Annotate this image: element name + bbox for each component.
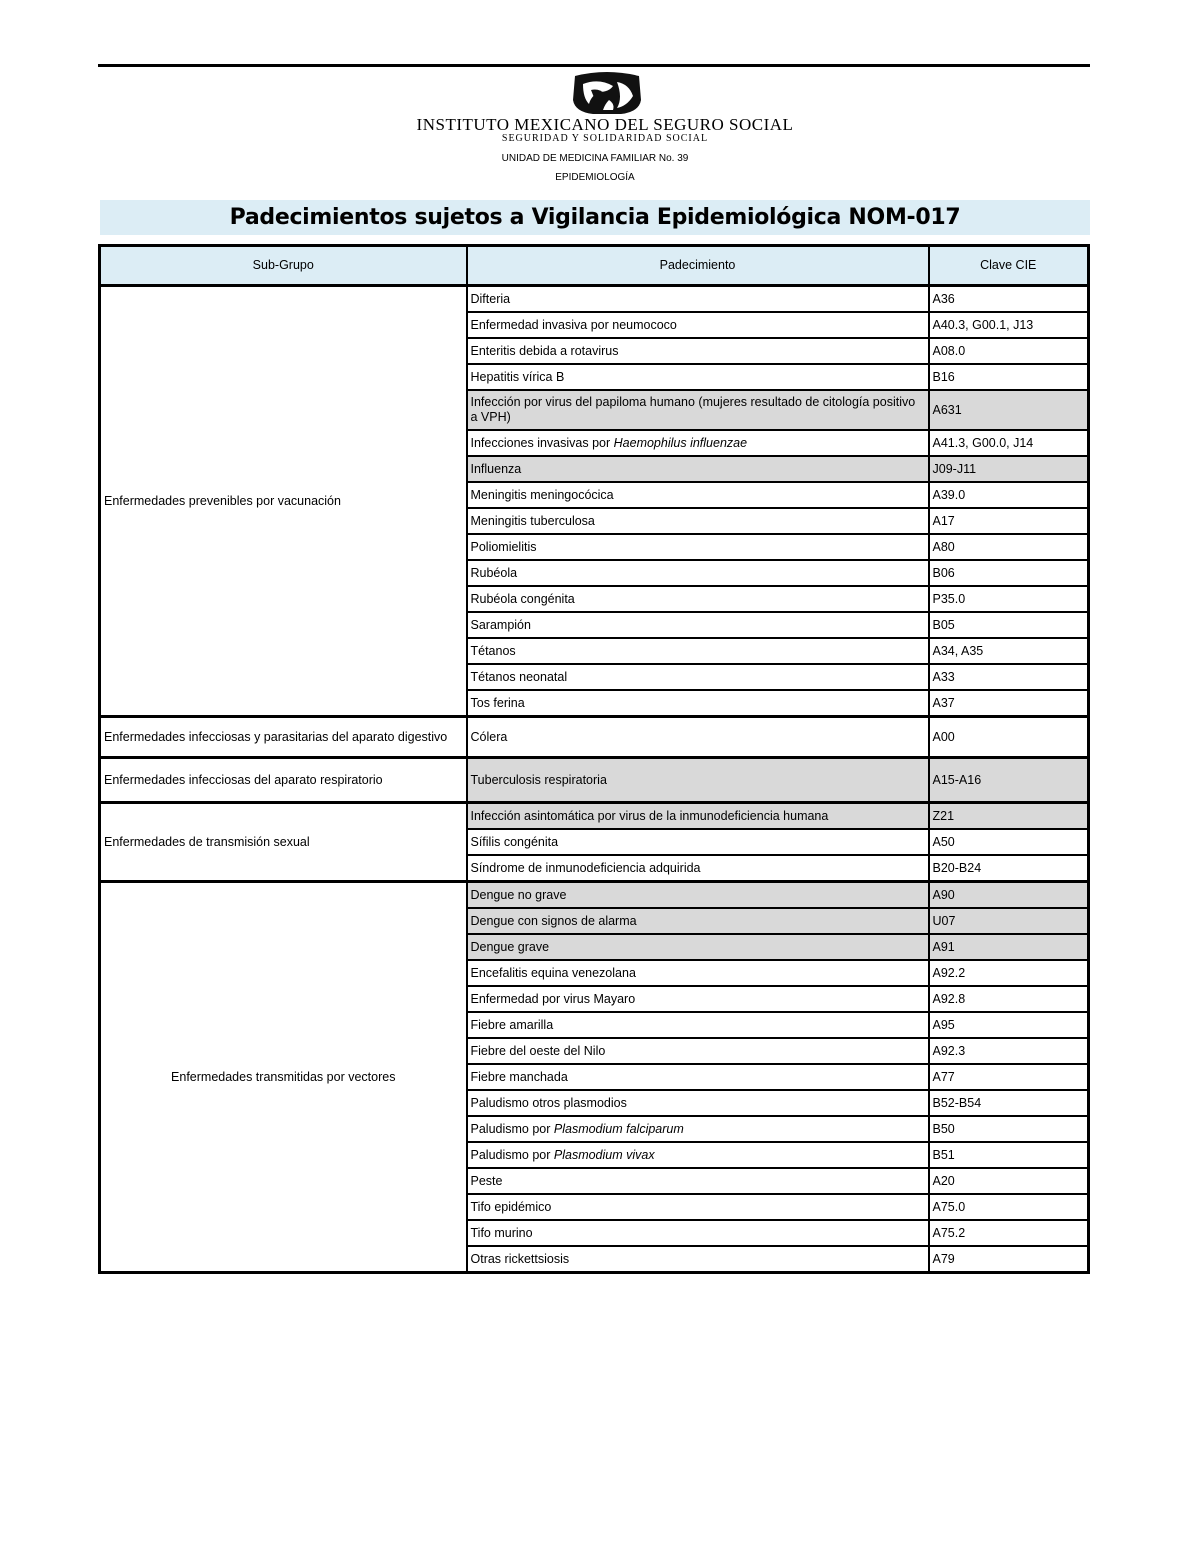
title-band [100, 200, 1090, 235]
disease-cell: Hepatitis vírica B [467, 364, 929, 390]
cie-code-cell: B05 [929, 612, 1089, 638]
cie-code-cell: A92.3 [929, 1038, 1089, 1064]
disease-cell: Tétanos [467, 638, 929, 664]
disease-cell [467, 1142, 929, 1168]
disease-cell: Rubéola congénita [467, 586, 929, 612]
cie-code-cell: Z21 [929, 803, 1089, 830]
disease-cell: Infección por virus del papiloma humano (mujeres resultado de citología positivo a VPH) [467, 390, 929, 430]
cie-code-cell: A08.0 [929, 338, 1089, 364]
disease-cell: Dengue grave [467, 934, 929, 960]
subgroup-cell: Enfermedades transmitidas por vectores [100, 882, 467, 1273]
disease-cell: Tuberculosis respiratoria [467, 758, 929, 803]
disease-text: Infecciones invasivas por [470, 435, 614, 450]
disease-cell: Difteria [467, 286, 929, 313]
cie-code-cell: A631 [929, 390, 1089, 430]
subgroup-cell: Enfermedades infecciosas y parasitarias del aparato digestivo [100, 717, 467, 758]
cie-code-cell: A92.8 [929, 986, 1089, 1012]
cie-code-cell: A40.3, G00.1, J13 [929, 312, 1089, 338]
disease-cell: Peste [467, 1168, 929, 1194]
disease-cell: Tos ferina [467, 690, 929, 717]
table-row [100, 717, 1089, 758]
table-row [100, 803, 1089, 830]
cie-code-cell: B51 [929, 1142, 1089, 1168]
cie-code-cell: P35.0 [929, 586, 1089, 612]
cie-code-cell: J09-J11 [929, 456, 1089, 482]
disease-cell: Paludismo otros plasmodios [467, 1090, 929, 1116]
disease-text: Paludismo por [470, 1147, 554, 1162]
cie-code-cell: A90 [929, 882, 1089, 909]
disease-cell: Enfermedad invasiva por neumococo [467, 312, 929, 338]
disease-cell: Síndrome de inmunodeficiencia adquirida [467, 855, 929, 882]
disease-species: Plasmodium falciparum [553, 1121, 684, 1136]
disease-text: Paludismo por [470, 1121, 554, 1136]
disease-cell: Infección asintomática por virus de la inmunodeficiencia humana [467, 803, 929, 830]
disease-cell: Fiebre amarilla [467, 1012, 929, 1038]
subgroup-cell: Enfermedades prevenibles por vacunación [100, 286, 467, 717]
cie-code-cell: A80 [929, 534, 1089, 560]
disease-cell: Rubéola [467, 560, 929, 586]
disease-cell [467, 430, 929, 456]
disease-cell: Cólera [467, 717, 929, 758]
table-row [100, 286, 1089, 313]
cie-code-cell: A33 [929, 664, 1089, 690]
disease-cell: Tifo murino [467, 1220, 929, 1246]
cie-code-cell: A34, A35 [929, 638, 1089, 664]
subgroup-cell: Enfermedades de transmisión sexual [100, 803, 467, 882]
disease-cell: Influenza [467, 456, 929, 482]
disease-species: Haemophilus influenzae [613, 435, 748, 450]
disease-cell: Fiebre manchada [467, 1064, 929, 1090]
cie-code-cell: U07 [929, 908, 1089, 934]
cie-code-cell: A17 [929, 508, 1089, 534]
subgroup-cell: Enfermedades infecciosas del aparato respiratorio [100, 758, 467, 803]
disease-cell: Fiebre del oeste del Nilo [467, 1038, 929, 1064]
cie-code-cell: A00 [929, 717, 1089, 758]
table-row [100, 882, 1089, 909]
disease-cell: Poliomielitis [467, 534, 929, 560]
department-name: EPIDEMIOLOGÍA [555, 172, 635, 183]
disease-cell: Otras rickettsiosis [467, 1246, 929, 1273]
table-header-row [100, 246, 1089, 286]
disease-cell: Enteritis debida a rotavirus [467, 338, 929, 364]
column-header-disease: Padecimiento [467, 246, 929, 286]
cie-code-cell: B50 [929, 1116, 1089, 1142]
cie-code-cell: A77 [929, 1064, 1089, 1090]
cie-code-cell: A95 [929, 1012, 1089, 1038]
cie-code-cell: A79 [929, 1246, 1089, 1273]
unit-name: UNIDAD DE MEDICINA FAMILIAR No. 39 [501, 153, 689, 164]
cie-code-cell: A41.3, G00.0, J14 [929, 430, 1089, 456]
disease-cell: Dengue con signos de alarma [467, 908, 929, 934]
cie-code-cell: B06 [929, 560, 1089, 586]
disease-cell: Meningitis tuberculosa [467, 508, 929, 534]
header-rule [98, 64, 1090, 67]
institution-motto: SEGURIDAD Y SOLIDARIDAD SOCIAL [501, 133, 709, 144]
disease-table [98, 244, 1090, 1274]
cie-code-cell: B52-B54 [929, 1090, 1089, 1116]
cie-code-cell: A92.2 [929, 960, 1089, 986]
disease-species: Plasmodium vivax [553, 1147, 655, 1162]
cie-code-cell: A36 [929, 286, 1089, 313]
column-header-subgroup: Sub-Grupo [100, 246, 467, 286]
disease-cell: Tifo epidémico [467, 1194, 929, 1220]
cie-code-cell: A20 [929, 1168, 1089, 1194]
cie-code-cell: A15-A16 [929, 758, 1089, 803]
imss-eagle-logo-icon [569, 70, 645, 116]
disease-cell: Sarampión [467, 612, 929, 638]
disease-cell: Tétanos neonatal [467, 664, 929, 690]
cie-code-cell: A50 [929, 829, 1089, 855]
cie-code-cell: B16 [929, 364, 1089, 390]
disease-cell: Enfermedad por virus Mayaro [467, 986, 929, 1012]
cie-code-cell: B20-B24 [929, 855, 1089, 882]
disease-cell: Meningitis meningocócica [467, 482, 929, 508]
cie-code-cell: A75.2 [929, 1220, 1089, 1246]
institution-name: INSTITUTO MEXICANO DEL SEGURO SOCIAL [416, 115, 794, 134]
cie-code-cell: A91 [929, 934, 1089, 960]
table-row [100, 758, 1089, 803]
disease-cell: Encefalitis equina venezolana [467, 960, 929, 986]
cie-code-cell: A75.0 [929, 1194, 1089, 1220]
disease-cell: Sífilis congénita [467, 829, 929, 855]
cie-code-cell: A39.0 [929, 482, 1089, 508]
disease-cell: Dengue no grave [467, 882, 929, 909]
cie-code-cell: A37 [929, 690, 1089, 717]
disease-cell [467, 1116, 929, 1142]
page-title: Padecimientos sujetos a Vigilancia Epidemiológica NOM-017 [229, 205, 961, 230]
column-header-code: Clave CIE [929, 246, 1089, 286]
